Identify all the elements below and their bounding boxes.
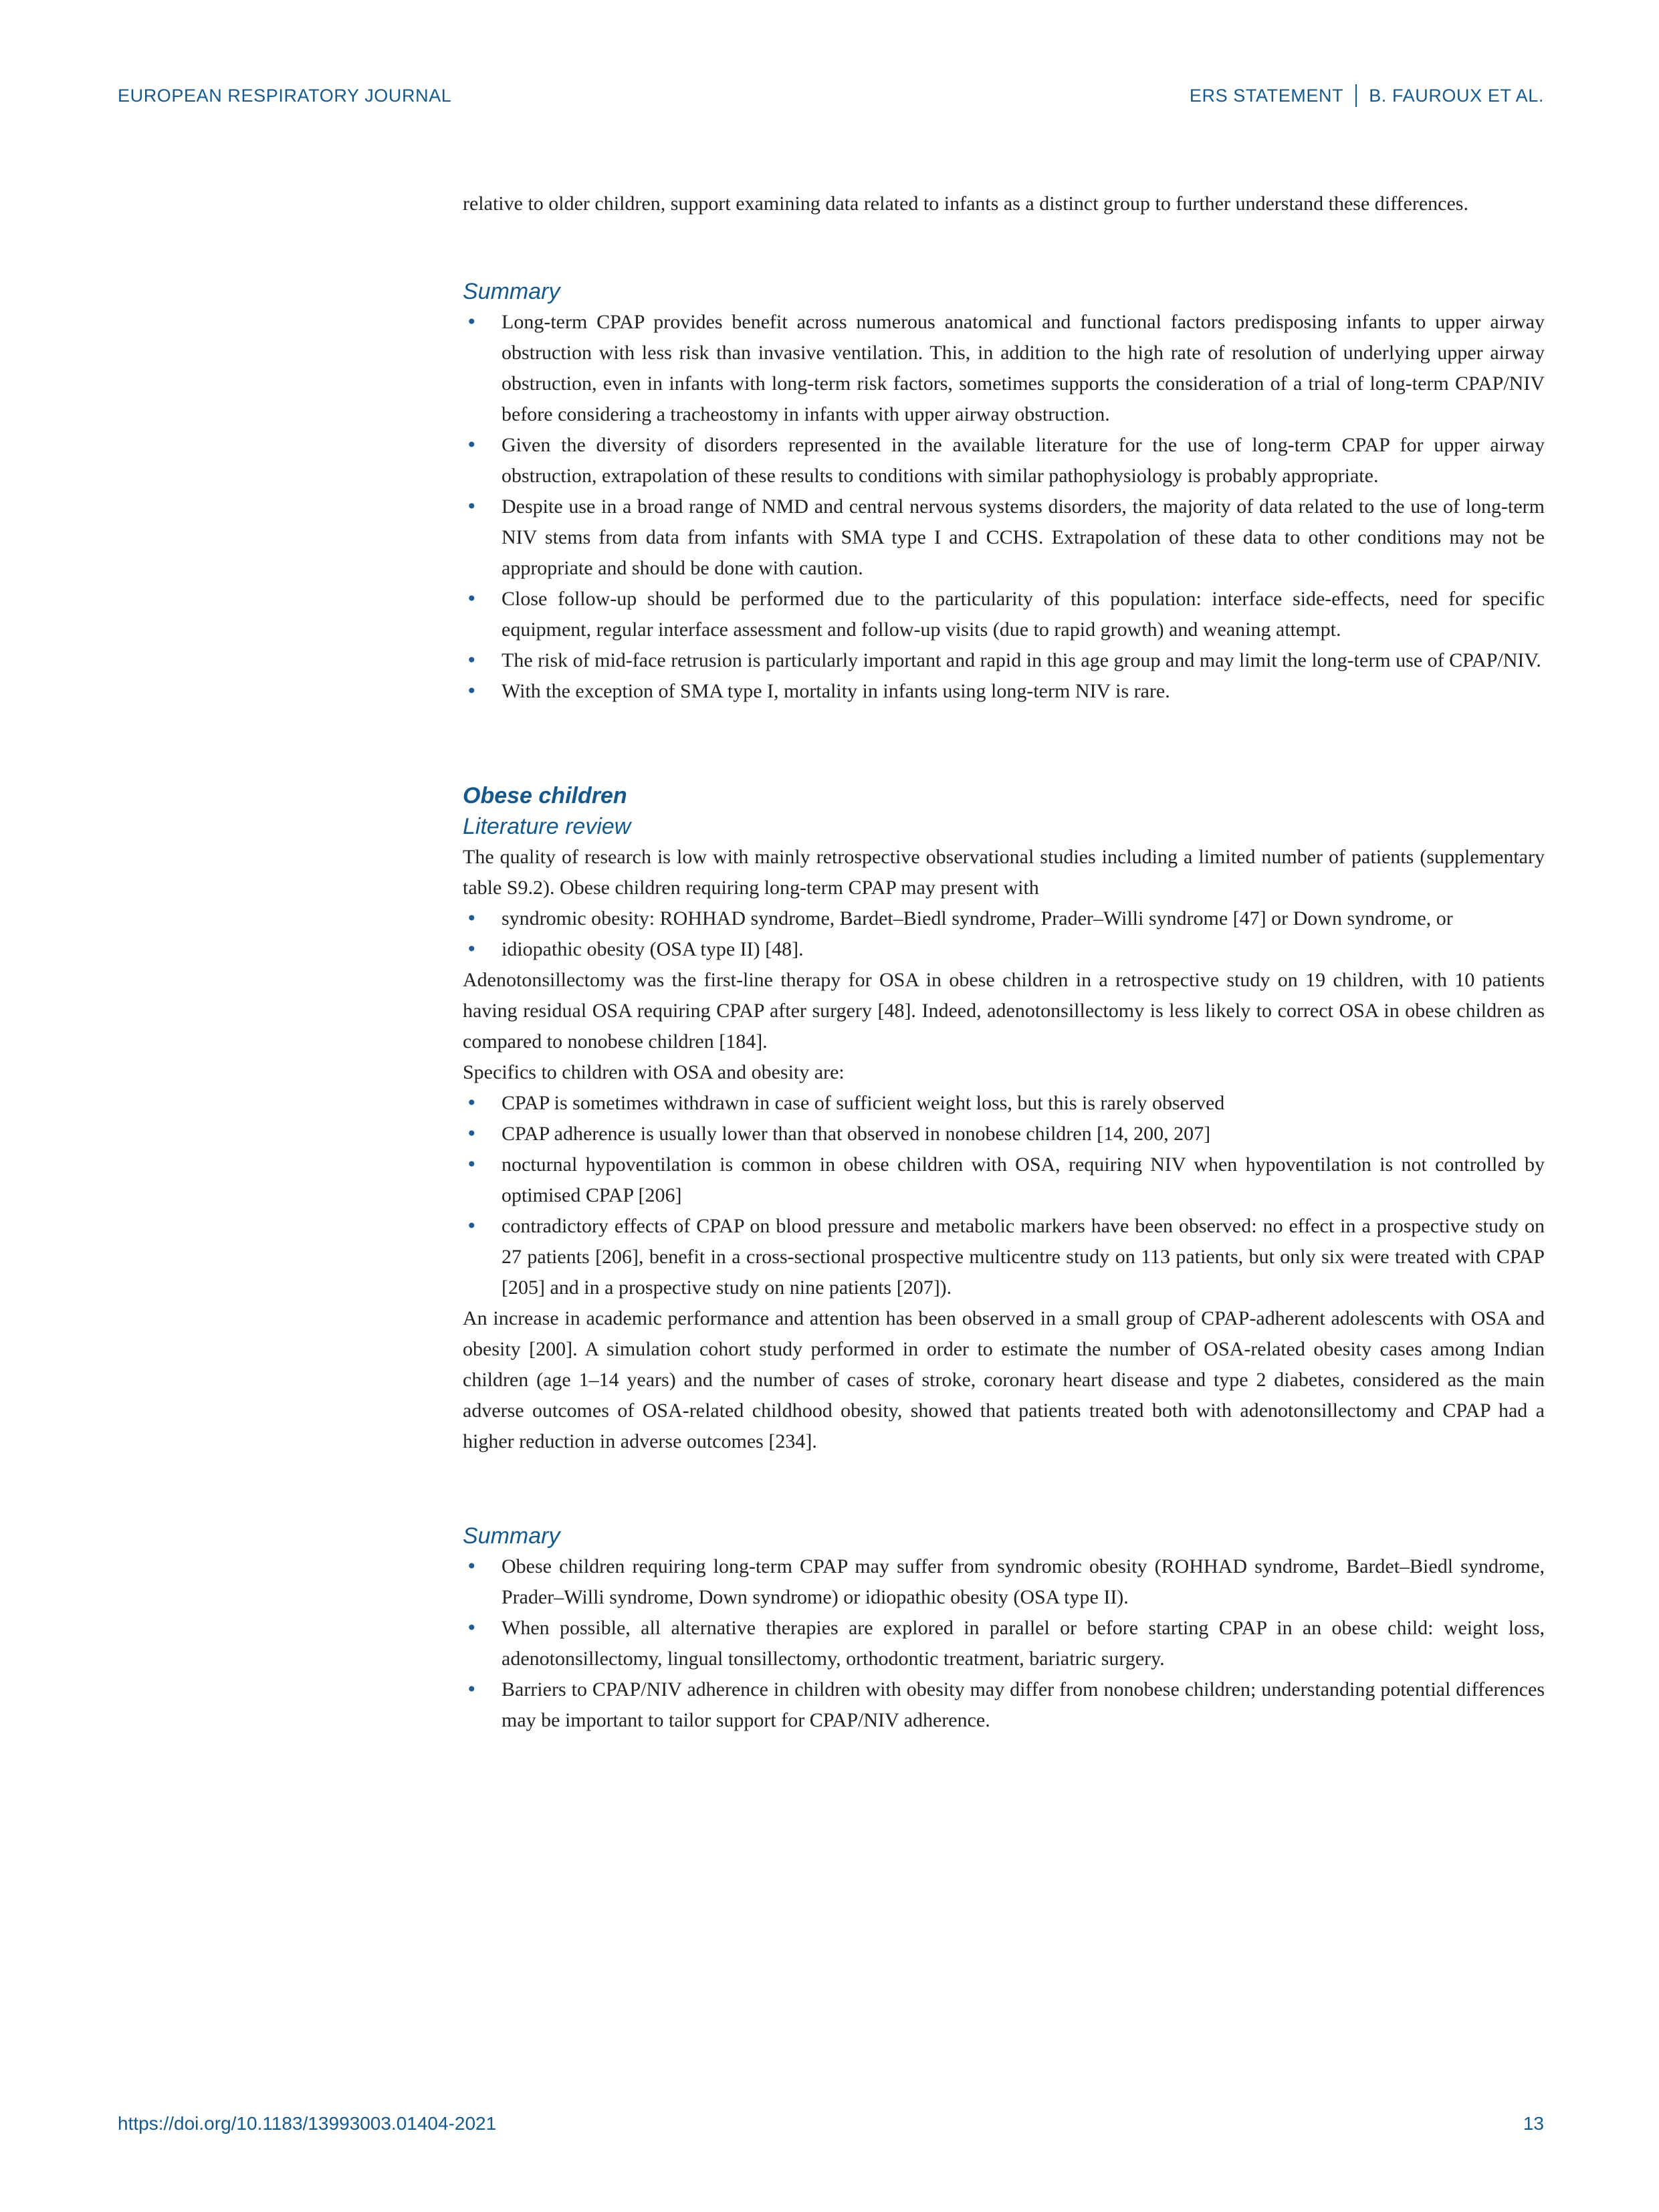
obesity-type-list bbox=[463, 903, 1545, 965]
obese-children-heading: Obese children bbox=[463, 783, 627, 808]
summary-heading-2: Summary bbox=[463, 1523, 560, 1549]
page-footer bbox=[118, 2113, 1544, 2134]
summary-1-list bbox=[463, 307, 1545, 707]
literature-paragraph-3: An increase in academic performance and attention has been observed in a small group of CPAP-adherent adolescents with OSA and obesity [200]. A simulation cohort study performed in order to estimate the number of OSA-related obesity cases among Indian children (age 1–14 years) and the number of cases of stroke, coronary heart disease and type 2 diabetes, considered as the main adverse outcomes of OSA-related childhood obesity, showed that patients treated both with adenotonsillectomy and CPAP had a higher reduction in adverse outcomes [234]. bbox=[463, 1307, 1545, 1452]
literature-paragraph-2: Adenotonsillectomy was the first-line therapy for OSA in obese children in a retrospective study on 19 children, with 10 patients having residual OSA requiring CPAP after surgery [48]. Indeed, adenotonsillectomy is less likely to correct OSA in obese children as compared to nonobese children [184]. bbox=[463, 969, 1545, 1053]
list-item: • Given the diversity of disorders represented in the available literature for the use of long-term CPAP for upper airway obstruction, extrapolation of these results to conditions with similar pathophysiology is probably appropriate. bbox=[463, 430, 1545, 491]
list-item: • Close follow-up should be performed due to the particularity of this population: interface side-effects, need for specific equipment, regular interface assessment and follow-up visits (due to rapid growth) and weaning attempt. bbox=[463, 584, 1545, 645]
list-item: • nocturnal hypoventilation is common in obese children with OSA, requiring NIV when hypoventilation is not controlled by optimised CPAP [206] bbox=[463, 1149, 1545, 1211]
specifics-paragraph: Specifics to children with OSA and obesity are: bbox=[463, 1061, 845, 1083]
page-header bbox=[118, 84, 1544, 107]
list-item: • Barriers to CPAP/NIV adherence in children with obesity may differ from nonobese children; understanding potential differences may be important to tailor support for CPAP/NIV adherence. bbox=[463, 1674, 1545, 1736]
list-item: • CPAP is sometimes withdrawn in case of sufficient weight loss, but this is rarely observed bbox=[463, 1088, 1545, 1119]
literature-paragraph-1: The quality of research is low with mainly retrospective observational studies including a limited number of patients (supplementary table S9.2). Obese children requiring long-term CPAP may present with bbox=[463, 846, 1545, 899]
list-item: • idiopathic obesity (OSA type II) [48]. bbox=[463, 934, 1545, 965]
intro-paragraph: relative to older children, support examining data related to infants as a distinct group to further understand these differences. bbox=[463, 193, 1468, 215]
list-item: • contradictory effects of CPAP on blood pressure and metabolic markers have been observed: no effect in a prospective study on 27 patients [206], benefit in a cross-sectional prospective multicentre study on 113 patients, but only six were treated with CPAP [205] and in a prospective study on nine patients [207]). bbox=[463, 1211, 1545, 1303]
list-item: • syndromic obesity: ROHHAD syndrome, Bardet–Biedl syndrome, Prader–Willi syndrome [47] or Down syndrome, or bbox=[463, 903, 1545, 934]
literature-review-heading: Literature review bbox=[463, 814, 631, 839]
list-item: • Obese children requiring long-term CPAP may suffer from syndromic obesity (ROHHAD syndrome, Bardet–Biedl syndrome, Prader–Willi syndrome, Down syndrome) or idiopathic obesity (OSA type II). bbox=[463, 1551, 1545, 1613]
header-right bbox=[1190, 84, 1544, 107]
list-item: • When possible, all alternative therapies are explored in parallel or before starting CPAP in an obese child: weight loss, adenotonsillectomy, lingual tonsillectomy, orthodontic treatment, bariatric surgery. bbox=[463, 1613, 1545, 1674]
list-item: • Long-term CPAP provides benefit across numerous anatomical and functional factors predisposing infants to upper airway obstruction with less risk than invasive ventilation. This, in addition to the high rate of resolution of underlying upper airway obstruction, even in infants with long-term risk factors, sometimes supports the consideration of a trial of long-term CPAP/NIV before considering a tracheostomy in infants with upper airway obstruction. bbox=[463, 307, 1545, 430]
summary-2-list bbox=[463, 1551, 1545, 1736]
article-content bbox=[463, 189, 1545, 1736]
list-item: • CPAP adherence is usually lower than that observed in nonobese children [14, 200, 207] bbox=[463, 1119, 1545, 1149]
authors-label: B. FAUROUX ET AL. bbox=[1369, 85, 1544, 106]
article-type-label: ERS STATEMENT bbox=[1189, 85, 1344, 106]
page-number: 13 bbox=[1523, 2113, 1544, 2134]
doi-link[interactable]: https://doi.org/10.1183/13993003.01404-2021 bbox=[118, 2113, 497, 2134]
header-divider bbox=[1355, 84, 1357, 107]
osa-obesity-specifics-list bbox=[463, 1088, 1545, 1303]
list-item: • Despite use in a broad range of NMD and central nervous systems disorders, the majority of data related to the use of long-term NIV stems from data from infants with SMA type I and CCHS. Extrapolation of these data to other conditions may not be appropriate and should be done with caution. bbox=[463, 491, 1545, 584]
journal-name: EUROPEAN RESPIRATORY JOURNAL bbox=[118, 85, 452, 106]
list-item: • With the exception of SMA type I, mortality in infants using long-term NIV is rare. bbox=[463, 676, 1545, 707]
summary-heading-1: Summary bbox=[463, 279, 560, 304]
list-item: • The risk of mid-face retrusion is particularly important and rapid in this age group and may limit the long-term use of CPAP/NIV. bbox=[463, 645, 1545, 676]
